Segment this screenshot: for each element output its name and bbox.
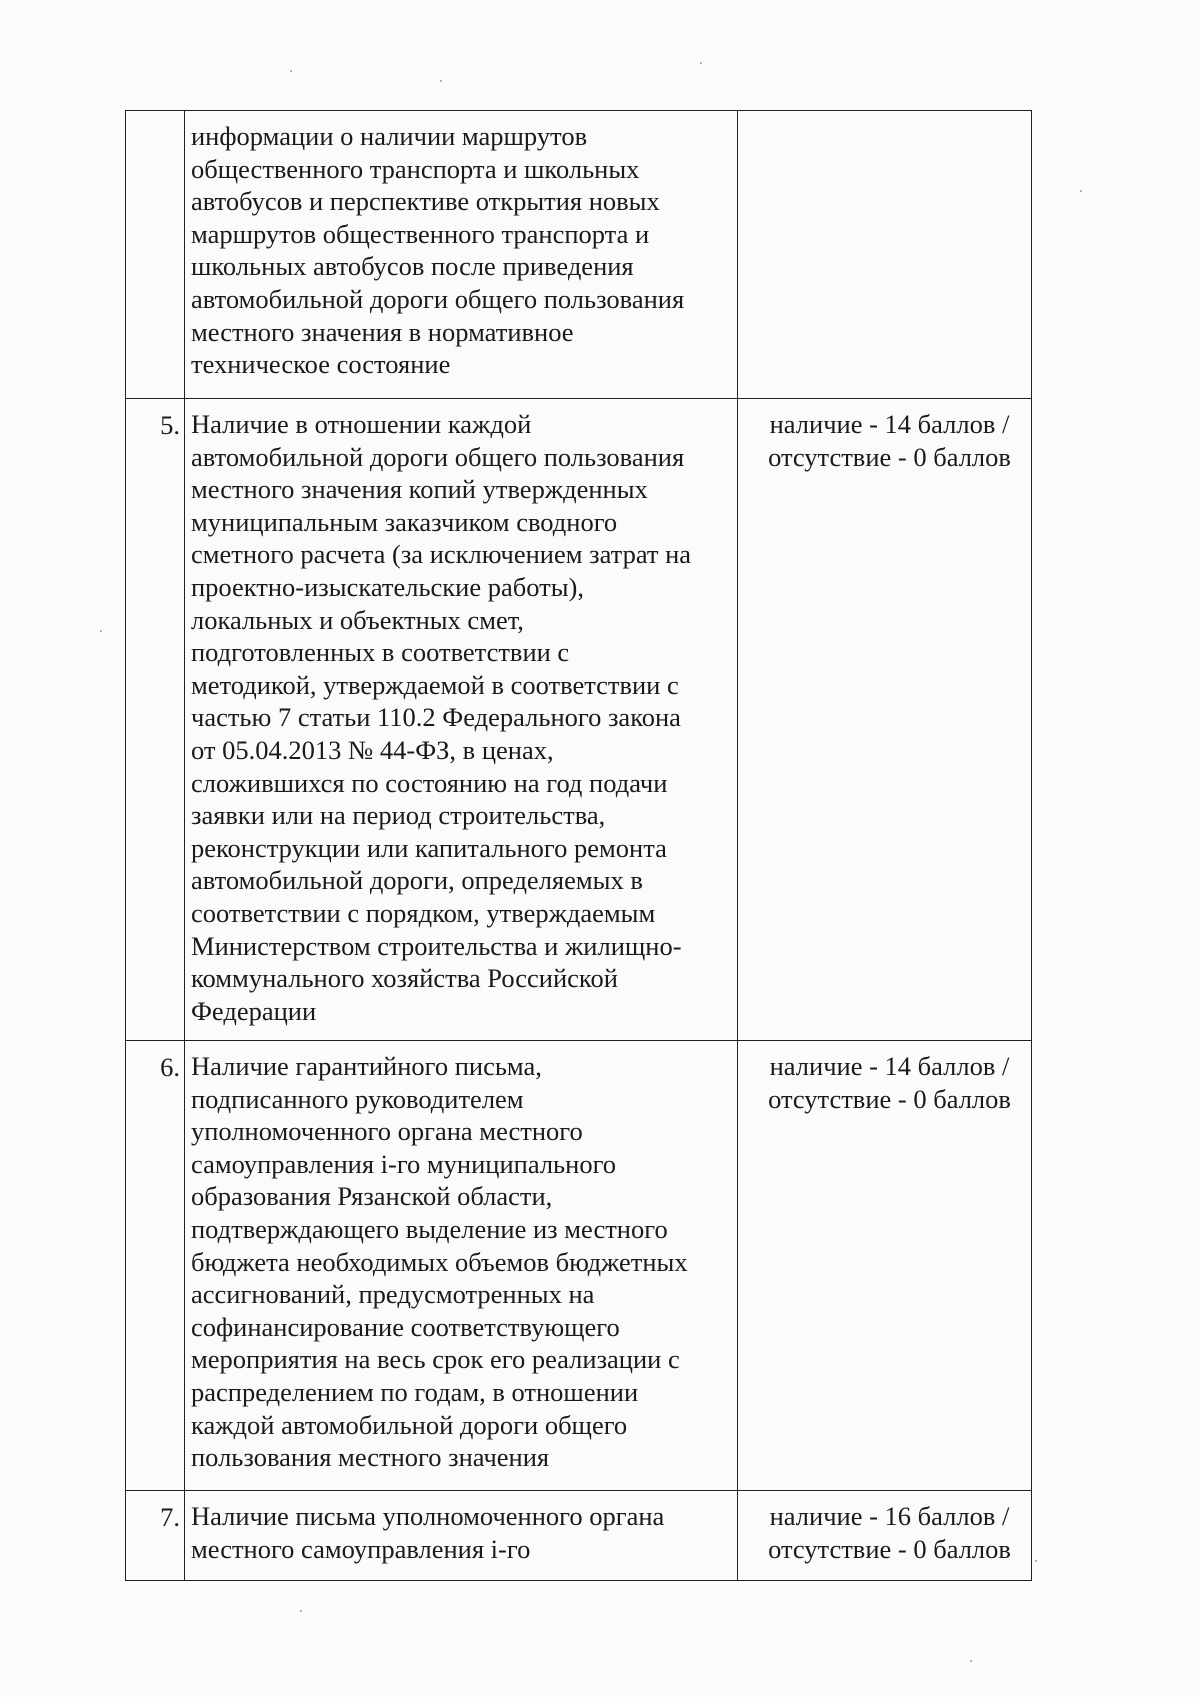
criteria-table xyxy=(125,110,1032,1581)
table-row xyxy=(126,1491,1032,1581)
row-number: 6. xyxy=(160,1052,180,1082)
score-cell xyxy=(738,1491,1032,1581)
scan-speck xyxy=(100,630,102,632)
criterion-description: Наличие в отношении каждой автомобильной дороги общего пользования местного значения копий утвержденных муниципальным заказчиком сводного сметного расчета (за исключением затрат на проектно-изыскательские работы), локальных и объектных смет, подготовленных в соответствии с методикой, утверждаемой в соответствии с частью 7 статьи 110.2 Федерального закона от 05.04.2013 № 44-ФЗ, в ценах, сложившихся по состоянию на год подачи заявки или на период строительства, реконструкции или капитального ремонта автомобильной дороги, определяемых в соответствии с порядком, утверждаемым Министерством строительства и жилищно- коммунального хозяйства Российской Федерации xyxy=(191,409,692,1026)
criterion-description: Наличие письма уполномоченного органа местного самоуправления i-го xyxy=(191,1501,665,1564)
description-cell xyxy=(185,111,738,399)
description-cell xyxy=(185,1041,738,1491)
scan-speck xyxy=(290,70,292,72)
scan-speck xyxy=(440,80,442,82)
row-number-cell xyxy=(126,111,185,399)
criterion-score: наличие - 14 баллов / отсутствие - 0 баллов xyxy=(768,1051,1011,1114)
scan-speck xyxy=(970,1660,972,1662)
table-row xyxy=(126,399,1032,1041)
description-cell xyxy=(185,399,738,1041)
row-number: 7. xyxy=(160,1502,180,1532)
criterion-description: Наличие гарантийного письма, подписанного руководителем уполномоченного органа местного самоуправления i-го муниципального образования Рязанской области, подтверждающего выделение из местного бюджета необходимых объемов бюджетных ассигнований, предусмотренных на софинансирование соответствующего мероприятия на весь срок его реализации с распределением по годам, в отношении каждой автомобильной дороги общего пользования местного значения xyxy=(191,1051,688,1473)
description-cell xyxy=(185,1491,738,1581)
criterion-score: наличие - 14 баллов / отсутствие - 0 баллов xyxy=(768,409,1011,472)
score-cell xyxy=(738,111,1032,399)
criterion-score: наличие - 16 баллов / отсутствие - 0 баллов xyxy=(768,1501,1011,1564)
criterion-score xyxy=(738,111,1031,120)
criterion-description: информации о наличии маршрутов общественного транспорта и школьных автобусов и перспективе открытия новых маршрутов общественного транспорта и школьных автобусов после приведения автомобильной дороги общего пользования местного значения в нормативное техническое состояние xyxy=(191,121,685,380)
scan-speck xyxy=(300,1610,302,1612)
scan-speck xyxy=(1080,190,1082,192)
row-number xyxy=(126,111,184,113)
scan-speck xyxy=(700,62,702,64)
table-row xyxy=(126,111,1032,399)
score-cell xyxy=(738,1041,1032,1491)
row-number: 5. xyxy=(160,410,180,440)
table-row xyxy=(126,1041,1032,1491)
score-cell xyxy=(738,399,1032,1041)
row-number-cell xyxy=(126,1491,185,1581)
scan-speck xyxy=(1035,1560,1037,1562)
row-number-cell xyxy=(126,1041,185,1491)
row-number-cell xyxy=(126,399,185,1041)
